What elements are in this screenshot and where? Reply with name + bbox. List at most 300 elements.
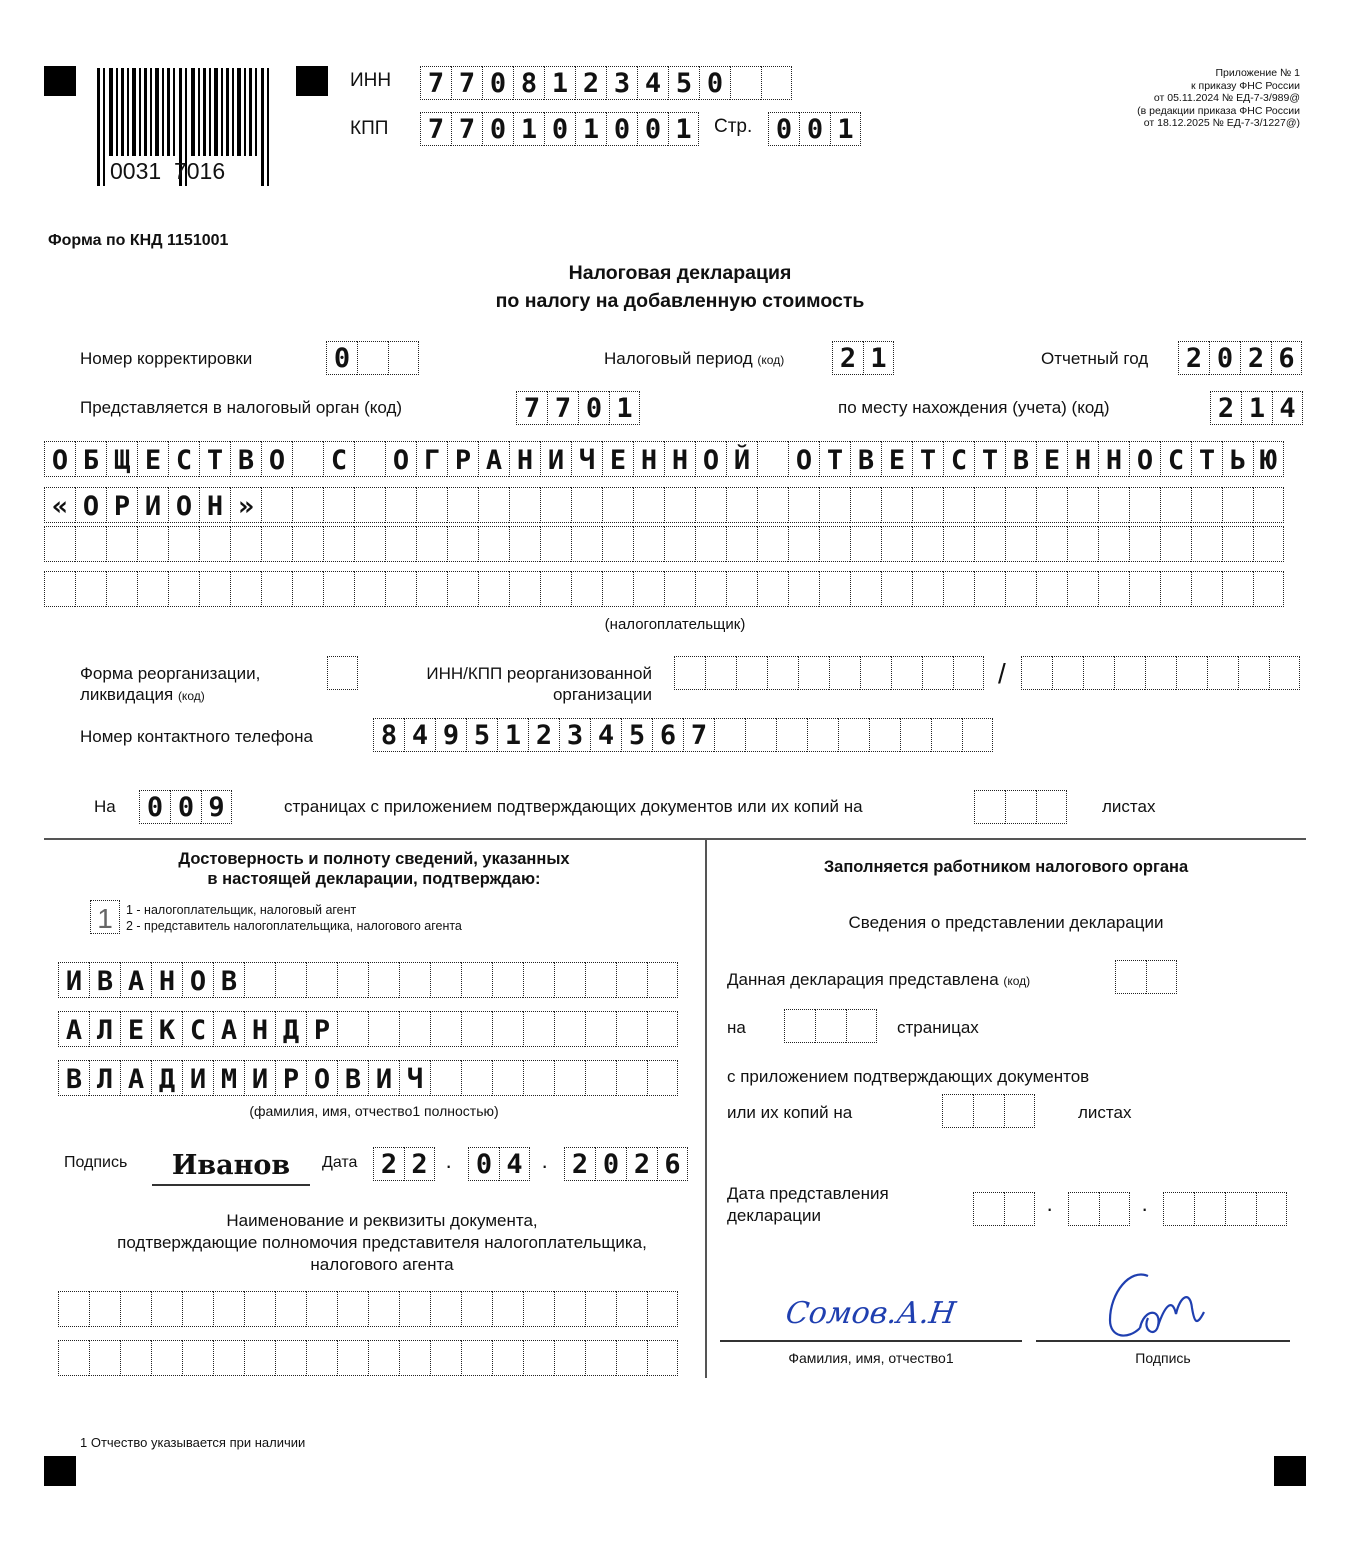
empty-cell[interactable] — [943, 526, 974, 562]
empty-cell[interactable] — [1067, 526, 1098, 562]
char-cell: К — [151, 1011, 182, 1047]
empty-cell[interactable] — [942, 1094, 973, 1128]
sign-label: Подпись — [64, 1154, 128, 1171]
char-cell: И — [58, 962, 89, 998]
empty-cell[interactable] — [337, 1340, 368, 1376]
char-cell: М — [213, 1060, 244, 1096]
empty-cell[interactable] — [1160, 526, 1191, 562]
submission-day-cells — [973, 1192, 1035, 1228]
char-cell — [757, 487, 788, 523]
registration-mark-bottom-right — [1274, 1456, 1306, 1486]
empty-cell[interactable] — [447, 571, 478, 607]
char-cell — [523, 1060, 554, 1096]
empty-cell[interactable] — [261, 571, 292, 607]
char-cell: 8 — [513, 66, 544, 100]
empty-cell[interactable] — [1222, 571, 1253, 607]
char-cell — [664, 487, 695, 523]
document-cells-line-1 — [58, 1291, 678, 1327]
empty-cell[interactable] — [1163, 1192, 1194, 1226]
empty-cell[interactable] — [784, 1009, 815, 1043]
inspector-name-line — [720, 1340, 1022, 1342]
empty-cell[interactable] — [1176, 656, 1207, 690]
char-cell: 0 — [578, 391, 609, 425]
char-cell — [819, 487, 850, 523]
empty-cell[interactable] — [75, 571, 106, 607]
empty-cell[interactable] — [106, 526, 137, 562]
char-cell: 0 — [468, 1147, 499, 1181]
empty-cell[interactable] — [478, 571, 509, 607]
empty-cell[interactable] — [850, 571, 881, 607]
empty-cell[interactable] — [137, 571, 168, 607]
empty-cell[interactable] — [292, 526, 323, 562]
char-cell: С — [323, 441, 354, 477]
empty-cell[interactable] — [323, 526, 354, 562]
empty-cell[interactable] — [647, 1340, 678, 1376]
char-cell — [585, 1060, 616, 1096]
empty-cell[interactable] — [1269, 656, 1300, 690]
empty-cell[interactable] — [860, 656, 891, 690]
name-cells — [58, 1011, 678, 1047]
empty-cell[interactable] — [695, 526, 726, 562]
empty-cell[interactable] — [1036, 571, 1067, 607]
empty-cell[interactable] — [647, 1291, 678, 1327]
empty-cell[interactable] — [58, 1291, 89, 1327]
empty-cell[interactable] — [306, 1291, 337, 1327]
char-cell: 7 — [516, 391, 547, 425]
empty-cell[interactable] — [1207, 656, 1238, 690]
empty-cell[interactable] — [973, 1094, 1004, 1128]
location-cells — [1210, 391, 1303, 427]
location-label: по месту нахождения (учета) (код) — [838, 398, 1110, 417]
empty-cell[interactable] — [1036, 790, 1067, 824]
taxpayer-signature — [152, 1148, 310, 1186]
empty-cell[interactable] — [705, 656, 736, 690]
sheets-cells — [974, 790, 1067, 826]
char-cell — [399, 962, 430, 998]
char-cell — [585, 1011, 616, 1047]
empty-cell[interactable] — [337, 1291, 368, 1327]
empty-cell[interactable] — [1225, 1192, 1256, 1226]
empty-cell[interactable] — [1160, 571, 1191, 607]
char-cell: 4 — [590, 718, 621, 752]
empty-cell[interactable] — [89, 1291, 120, 1327]
empty-cell[interactable] — [1083, 656, 1114, 690]
empty-cell[interactable] — [151, 1340, 182, 1376]
empty-cell[interactable] — [1129, 571, 1160, 607]
empty-cell[interactable] — [1099, 1192, 1130, 1226]
empty-cell[interactable] — [1021, 656, 1052, 690]
empty-cell[interactable] — [120, 1291, 151, 1327]
char-cell — [357, 341, 388, 375]
empty-cell[interactable] — [523, 1291, 554, 1327]
page-number-cells — [768, 112, 861, 148]
char-cell: Д — [151, 1060, 182, 1096]
right-sheets-cells — [942, 1094, 1035, 1130]
empty-cell[interactable] — [616, 1291, 647, 1327]
char-cell: А — [478, 441, 509, 477]
char-cell: Т — [912, 441, 943, 477]
empty-cell[interactable] — [1067, 571, 1098, 607]
char-cell — [523, 962, 554, 998]
char-cell: Т — [1191, 441, 1222, 477]
empty-cell[interactable] — [1005, 526, 1036, 562]
char-cell: 1 — [575, 112, 606, 146]
empty-cell[interactable] — [819, 526, 850, 562]
char-cell: 3 — [559, 718, 590, 752]
char-cell: С — [182, 1011, 213, 1047]
empty-cell[interactable] — [891, 656, 922, 690]
empty-cell[interactable] — [1004, 1192, 1035, 1226]
empty-cell[interactable] — [213, 1340, 244, 1376]
surname-cells — [58, 962, 678, 998]
taxpayer-line-2 — [44, 487, 1284, 523]
char-cell: 6 — [657, 1147, 688, 1181]
empty-cell[interactable] — [416, 571, 447, 607]
empty-cell[interactable] — [230, 526, 261, 562]
empty-cell[interactable] — [695, 571, 726, 607]
empty-cell[interactable] — [974, 571, 1005, 607]
empty-cell[interactable] — [736, 656, 767, 690]
empty-cell[interactable] — [509, 526, 540, 562]
char-cell: Н — [244, 1011, 275, 1047]
inn-cells — [420, 66, 792, 102]
empty-cell[interactable] — [726, 526, 757, 562]
inspector-fio-caption: Фамилия, имя, отчество1 — [788, 1350, 954, 1366]
empty-cell[interactable] — [430, 1340, 461, 1376]
empty-cell[interactable] — [509, 571, 540, 607]
empty-cell[interactable] — [616, 1340, 647, 1376]
empty-cell[interactable] — [354, 526, 385, 562]
char-cell: В — [89, 962, 120, 998]
empty-cell[interactable] — [292, 571, 323, 607]
empty-cell[interactable] — [368, 1291, 399, 1327]
char-cell: О — [168, 487, 199, 523]
char-cell — [554, 1011, 585, 1047]
empty-cell[interactable] — [430, 1291, 461, 1327]
empty-cell[interactable] — [244, 1291, 275, 1327]
char-cell — [416, 487, 447, 523]
empty-cell[interactable] — [1253, 526, 1284, 562]
reorg-slash: / — [998, 658, 1006, 689]
empty-cell[interactable] — [261, 526, 292, 562]
empty-cell[interactable] — [323, 571, 354, 607]
empty-cell[interactable] — [461, 1291, 492, 1327]
phone-label: Номер контактного телефона — [80, 727, 313, 746]
empty-cell[interactable] — [767, 656, 798, 690]
empty-cell[interactable] — [912, 526, 943, 562]
empty-cell[interactable] — [1238, 656, 1269, 690]
char-cell — [492, 962, 523, 998]
empty-cell[interactable] — [327, 656, 358, 690]
char-cell — [368, 1011, 399, 1047]
empty-cell[interactable] — [199, 526, 230, 562]
kpp-cells — [420, 112, 699, 148]
empty-cell[interactable] — [523, 1340, 554, 1376]
char-cell — [388, 341, 419, 375]
char-cell — [602, 487, 633, 523]
empty-cell[interactable] — [788, 571, 819, 607]
empty-cell[interactable] — [478, 526, 509, 562]
char-cell — [585, 962, 616, 998]
char-cell: Ь — [1222, 441, 1253, 477]
char-cell — [275, 962, 306, 998]
role-option-2: 2 - представитель налогоплательщика, налогового агента — [126, 919, 462, 933]
empty-cell[interactable] — [1146, 960, 1177, 994]
kpp-label: КПП — [350, 118, 389, 139]
char-cell: В — [58, 1060, 89, 1096]
char-cell — [461, 1060, 492, 1096]
empty-cell[interactable] — [354, 571, 385, 607]
empty-cell[interactable] — [1068, 1192, 1099, 1226]
empty-cell[interactable] — [306, 1340, 337, 1376]
char-cell: 6 — [652, 718, 683, 752]
empty-cell[interactable] — [757, 571, 788, 607]
char-cell: 0 — [482, 112, 513, 146]
char-cell: И — [182, 1060, 213, 1096]
reorg-label — [80, 663, 260, 707]
char-cell — [912, 487, 943, 523]
char-cell: Т — [199, 441, 230, 477]
char-cell — [931, 718, 962, 752]
char-cell — [1191, 487, 1222, 523]
char-cell: О — [1129, 441, 1160, 477]
submission-dot-2: · — [1141, 1196, 1149, 1221]
empty-cell[interactable] — [819, 571, 850, 607]
empty-cell[interactable] — [726, 571, 757, 607]
empty-cell[interactable] — [585, 1291, 616, 1327]
submission-dot-1: · — [1046, 1196, 1054, 1221]
empty-cell[interactable] — [244, 1340, 275, 1376]
char-cell — [647, 962, 678, 998]
empty-cell[interactable] — [974, 790, 1005, 824]
empty-cell[interactable] — [58, 1340, 89, 1376]
char-cell — [337, 962, 368, 998]
empty-cell[interactable] — [137, 526, 168, 562]
taxpayer-line-3 — [44, 526, 1284, 562]
char-cell — [461, 1011, 492, 1047]
char-cell: 1 — [513, 112, 544, 146]
empty-cell[interactable] — [1222, 526, 1253, 562]
empty-cell[interactable] — [585, 1340, 616, 1376]
char-cell — [337, 1011, 368, 1047]
char-cell: 0 — [637, 112, 668, 146]
empty-cell[interactable] — [89, 1340, 120, 1376]
empty-cell[interactable] — [44, 526, 75, 562]
char-cell — [647, 1011, 678, 1047]
empty-cell[interactable] — [1191, 571, 1222, 607]
empty-cell[interactable] — [881, 571, 912, 607]
appendix-line: Приложение № 1 — [1215, 67, 1300, 79]
empty-cell[interactable] — [674, 656, 705, 690]
correction-cells — [326, 341, 419, 377]
char-cell — [323, 487, 354, 523]
char-cell: Н — [509, 441, 540, 477]
char-cell: 1 — [544, 66, 575, 100]
date-day-cells — [373, 1147, 435, 1183]
authority-cells — [516, 391, 640, 427]
char-cell — [492, 1060, 523, 1096]
empty-cell[interactable] — [1145, 656, 1176, 690]
empty-cell[interactable] — [1005, 571, 1036, 607]
empty-cell[interactable] — [461, 1340, 492, 1376]
empty-cell[interactable] — [1191, 526, 1222, 562]
empty-cell[interactable] — [1036, 526, 1067, 562]
empty-cell[interactable] — [1256, 1192, 1287, 1226]
empty-cell[interactable] — [1253, 571, 1284, 607]
registration-mark-bottom-left — [44, 1456, 76, 1486]
empty-cell[interactable] — [275, 1340, 306, 1376]
empty-cell[interactable] — [1114, 656, 1145, 690]
char-cell: 4 — [637, 66, 668, 100]
char-cell: 0 — [799, 112, 830, 146]
char-cell: Е — [881, 441, 912, 477]
empty-cell[interactable] — [492, 1291, 523, 1327]
char-cell: Е — [137, 441, 168, 477]
char-cell — [850, 487, 881, 523]
empty-cell[interactable] — [602, 571, 633, 607]
empty-cell[interactable] — [385, 526, 416, 562]
empty-cell[interactable] — [798, 656, 829, 690]
char-cell: 0 — [544, 112, 575, 146]
empty-cell[interactable] — [540, 571, 571, 607]
empty-cell[interactable] — [664, 571, 695, 607]
empty-cell[interactable] — [757, 526, 788, 562]
empty-cell[interactable] — [554, 1340, 585, 1376]
char-cell: 0 — [699, 66, 730, 100]
empty-cell[interactable] — [602, 526, 633, 562]
char-cell — [647, 1060, 678, 1096]
fio-caption: (фамилия, имя, отчество1 полностью) — [249, 1103, 499, 1119]
empty-cell[interactable] — [540, 526, 571, 562]
char-cell: В — [1005, 441, 1036, 477]
empty-cell[interactable] — [850, 526, 881, 562]
submission-year-cells — [1163, 1192, 1287, 1228]
empty-cell[interactable] — [922, 656, 953, 690]
empty-cell[interactable] — [416, 526, 447, 562]
empty-cell[interactable] — [75, 526, 106, 562]
empty-cell[interactable] — [1194, 1192, 1225, 1226]
char-cell: 2 — [404, 1147, 435, 1181]
char-cell: Л — [89, 1060, 120, 1096]
appendix-line: (в редакции приказа ФНС России — [1137, 104, 1300, 117]
presented-label — [727, 970, 1030, 990]
char-cell: 2 — [1240, 341, 1271, 375]
empty-cell[interactable] — [974, 526, 1005, 562]
empty-cell[interactable] — [168, 526, 199, 562]
empty-cell[interactable] — [1004, 1094, 1035, 1128]
char-cell: 0 — [326, 341, 357, 375]
empty-cell[interactable] — [973, 1192, 1004, 1226]
empty-cell[interactable] — [1005, 790, 1036, 824]
pages-prefix: На — [94, 797, 116, 816]
empty-cell[interactable] — [943, 571, 974, 607]
empty-cell[interactable] — [182, 1291, 213, 1327]
char-cell — [714, 718, 745, 752]
submission-date-label-line-1: Дата представления — [727, 1184, 889, 1203]
char-cell — [881, 487, 912, 523]
empty-cell[interactable] — [385, 571, 416, 607]
char-cell: Л — [89, 1011, 120, 1047]
section-divider — [44, 838, 1306, 840]
empty-cell[interactable] — [633, 571, 664, 607]
empty-cell[interactable] — [399, 1291, 430, 1327]
empty-cell[interactable] — [554, 1291, 585, 1327]
char-cell: Ю — [1253, 441, 1284, 477]
empty-cell[interactable] — [151, 1291, 182, 1327]
char-cell: 3 — [606, 66, 637, 100]
empty-cell[interactable] — [275, 1291, 306, 1327]
empty-cell[interactable] — [881, 526, 912, 562]
char-cell: О — [306, 1060, 337, 1096]
empty-cell[interactable] — [788, 526, 819, 562]
empty-cell[interactable] — [953, 656, 984, 690]
right-sheets-label: листах — [1078, 1103, 1132, 1122]
empty-cell[interactable] — [633, 526, 664, 562]
char-cell: С — [168, 441, 199, 477]
empty-cell[interactable] — [1098, 571, 1129, 607]
char-cell: Ч — [571, 441, 602, 477]
char-cell — [1067, 487, 1098, 523]
empty-cell[interactable] — [571, 571, 602, 607]
empty-cell[interactable] — [168, 571, 199, 607]
empty-cell[interactable] — [1098, 526, 1129, 562]
char-cell — [430, 1011, 461, 1047]
empty-cell[interactable] — [829, 656, 860, 690]
inspector-sign-caption: Подпись — [1135, 1350, 1191, 1366]
submission-date-label — [727, 1183, 889, 1227]
pages-cells — [139, 790, 232, 826]
char-cell — [478, 487, 509, 523]
char-cell: О — [788, 441, 819, 477]
empty-cell[interactable] — [447, 526, 478, 562]
char-cell: 4 — [1272, 391, 1303, 425]
empty-cell[interactable] — [399, 1340, 430, 1376]
char-cell: 2 — [1178, 341, 1209, 375]
empty-cell[interactable] — [664, 526, 695, 562]
empty-cell[interactable] — [1115, 960, 1146, 994]
char-cell — [1253, 487, 1284, 523]
empty-cell[interactable] — [912, 571, 943, 607]
empty-cell[interactable] — [120, 1340, 151, 1376]
empty-cell[interactable] — [230, 571, 261, 607]
empty-cell[interactable] — [492, 1340, 523, 1376]
title-line-1: Налоговая декларация — [568, 262, 792, 284]
confirm-title-line-1: Достоверность и полноту сведений, указанных — [178, 850, 570, 868]
empty-cell[interactable] — [571, 526, 602, 562]
char-cell: И — [368, 1060, 399, 1096]
empty-cell[interactable] — [368, 1340, 399, 1376]
empty-cell[interactable] — [213, 1291, 244, 1327]
empty-cell[interactable] — [846, 1009, 877, 1043]
empty-cell[interactable] — [1129, 526, 1160, 562]
appendix-line: к приказу ФНС России — [1191, 79, 1300, 92]
char-cell: А — [58, 1011, 89, 1047]
empty-cell[interactable] — [182, 1340, 213, 1376]
char-cell: 1 — [497, 718, 528, 752]
empty-cell[interactable] — [1052, 656, 1083, 690]
empty-cell[interactable] — [199, 571, 230, 607]
char-cell: В — [850, 441, 881, 477]
char-cell — [1129, 487, 1160, 523]
empty-cell[interactable] — [44, 571, 75, 607]
empty-cell[interactable] — [106, 571, 137, 607]
document-title — [44, 1210, 720, 1276]
confirm-title-line-2: в настоящей декларации, подтверждаю: — [207, 870, 541, 888]
char-cell: О — [182, 962, 213, 998]
role-option-1: 1 - налогоплательщик, налоговый агент — [126, 903, 357, 917]
char-cell — [1005, 487, 1036, 523]
empty-cell[interactable] — [815, 1009, 846, 1043]
